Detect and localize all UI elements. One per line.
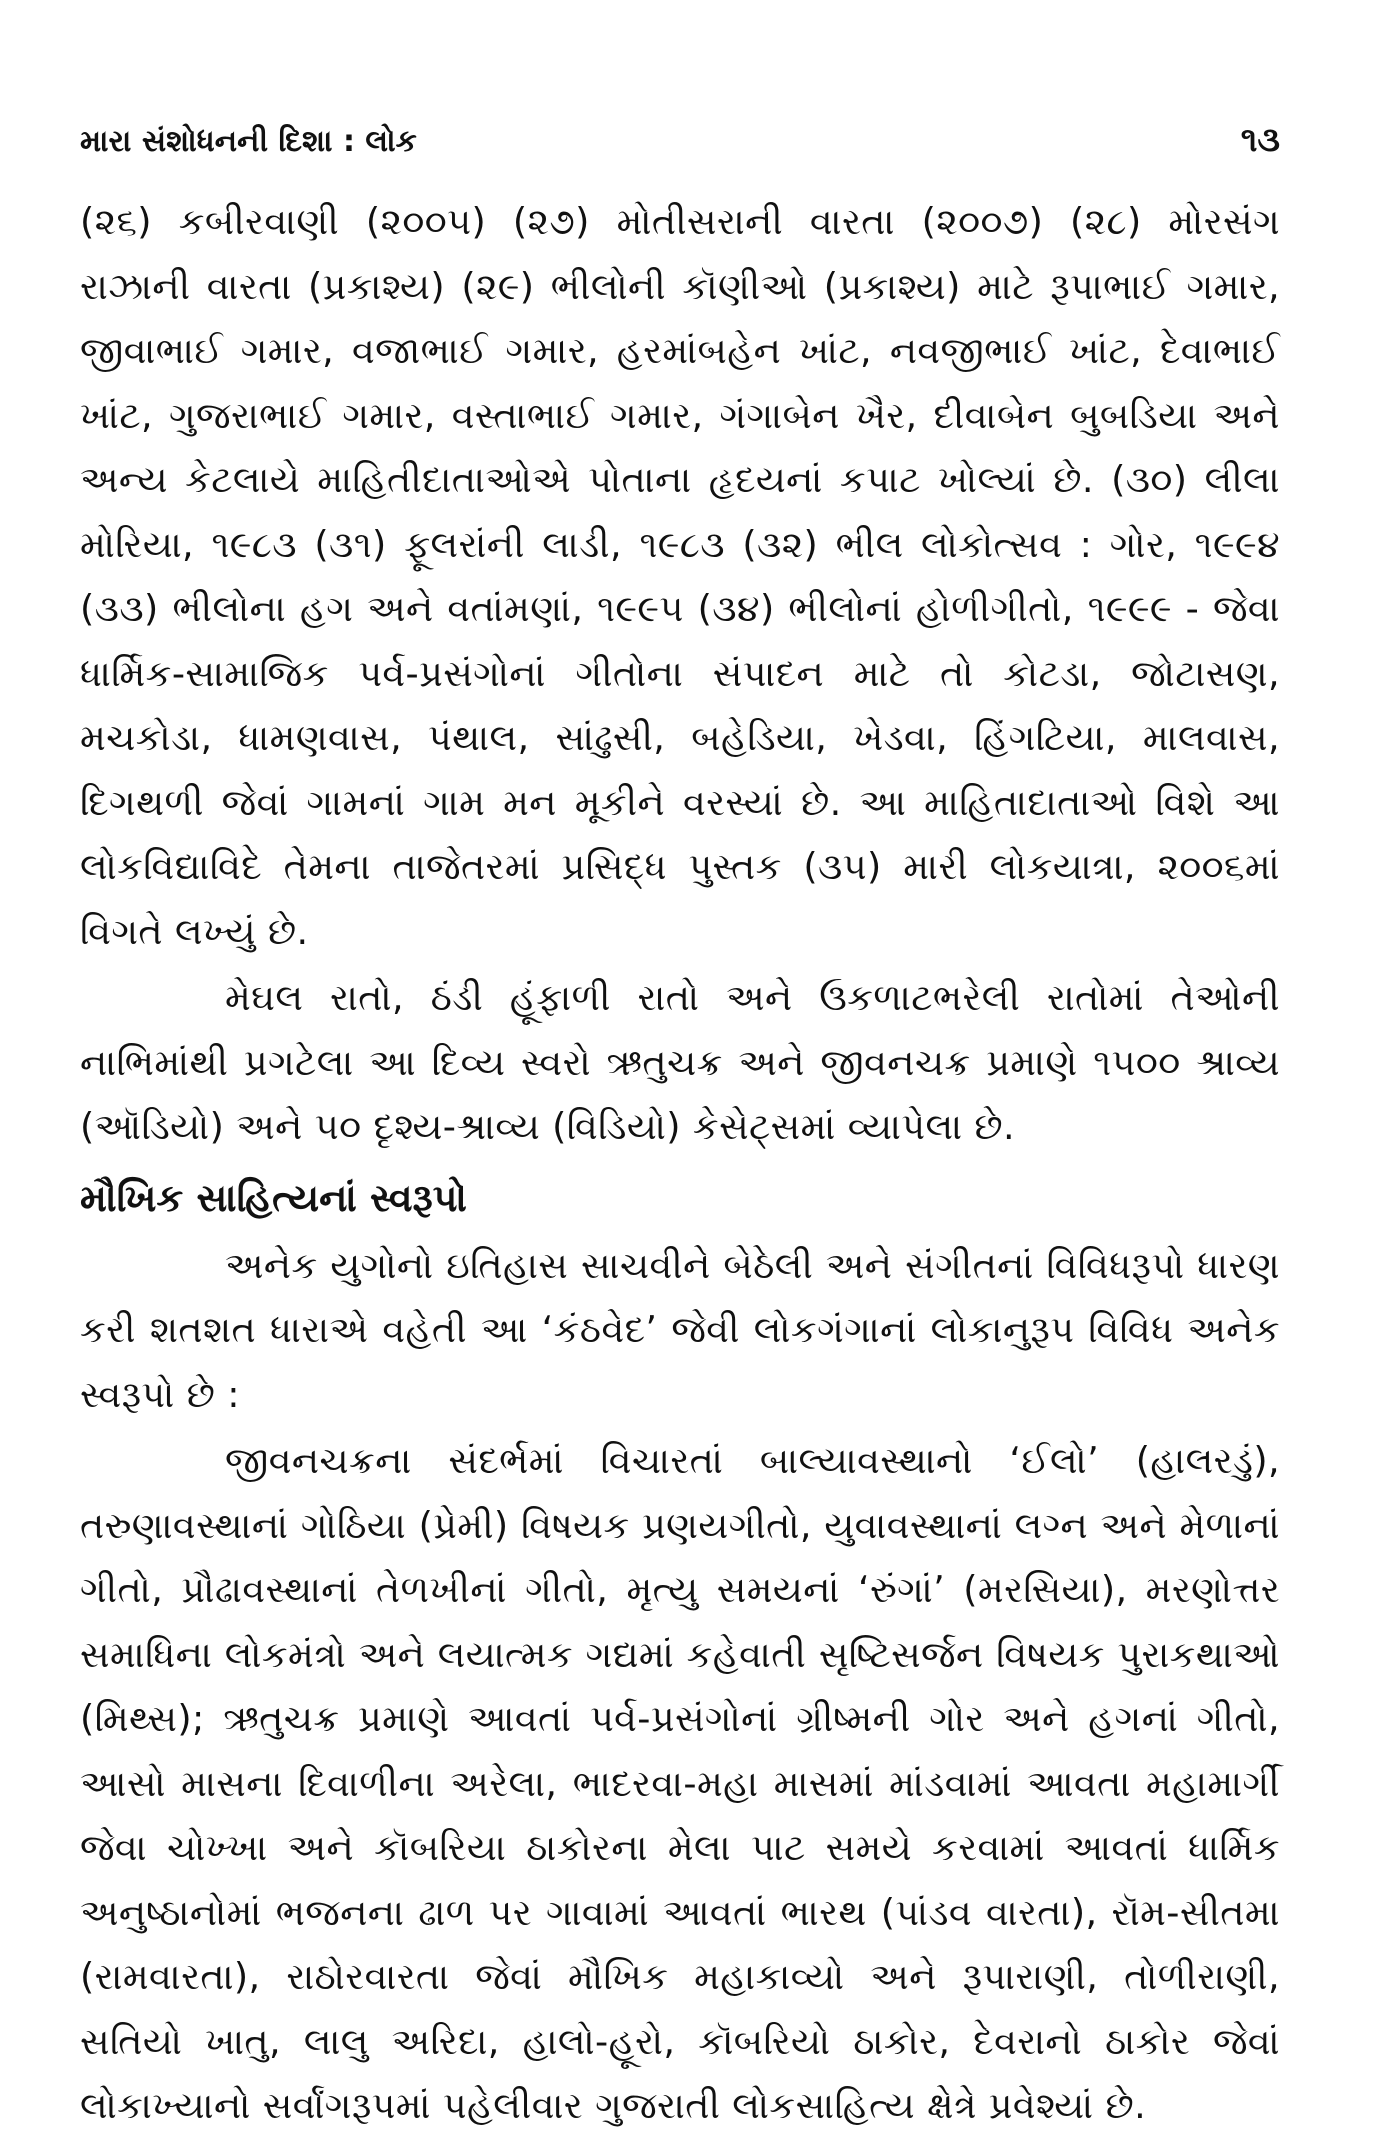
section-paragraph-2: જીવનચક્રના સંદર્ભમાં વિચારતાં બાલ્યાવસ્થાનો ‘ઈલો’ (હાલરડું), તરુણાવસ્થાનાં ગોઠિયા (પ્રેમી) વિષયક પ્રણયગીતો, યુવાવસ્થાનાં લગ્ન અને મેળાનાં ગીતો, પ્રૌઢાવસ્થાનાં તેળખીનાં ગીતો, મૃત્યુ સમયનાં ‘રુંગાં’ (મરસિયા), મરણોત્તર સમાધિના લોકમંત્રો અને લયાત્મક ગદ્યમાં કહેવાતી સૃષ્ટિસર્જન વિષયક પુરાકથાઓ (મિથ્સ); ઋતુચક્ર પ્રમાણે આવતાં પર્વ-પ્રસંગોનાં ગ્રીષ્મની ગોર અને હગનાં ગીતો, આસો માસના દિવાળીના અરેલા, ભાદરવા-મહા માસમાં માંડવામાં આવતા મહામાર્ગી જેવા ચોખ્ખા અને કૉબરિયા ઠાકોરના મેલા પાટ સમયે કરવામાં આવતાં ધાર્મિક અનુષ્ઠાનોમાં ભજનના ઢાળ પર ગાવામાં આવતાં ભારથ (પાંડવ વારતા), રૉમ-સીતમા (રામવારતા), રાઠોરવારતા જેવાં મૌખિક મહાકાવ્યો અને રૂપારાણી, તોળીરાણી, સતિયો ખાતુ, લાલુ અરિદા, હાલો-હૂરો, કૉબરિયો ઠાકોર, દેવરાનો ઠાકોર જેવાં લોકાખ્યાનો સર્વાંગરૂપમાં પહેલીવાર ગુજરાતી લોકસાહિત્ય ક્ષેત્રે પ્રવેશ્યાં છે. (80, 1439, 1280, 2127)
page-number: ૧૩ (1240, 120, 1280, 160)
body-paragraph-1: (૨૬) કબીરવાણી (૨૦૦૫) (૨૭) મોતીસરાની વારતા (૨૦૦૭) (૨૮) મોરસંગ રાઝાની વારતા (પ્રકાશ્ય) (૨૯) ભીલોની કૉણીઓ (પ્રકાશ્ય) માટે રૂપાભાઈ ગમાર, જીવાભાઈ ગમાર, વજાભાઈ ગમાર, હરમાંબહેન ખાંટ, નવજીભાઈ ખાંટ, દેવાભાઈ ખાંટ, ગુજરાભાઈ ગમાર, વસ્તાભાઈ ગમાર, ગંગાબેન ખૈર, દીવાબેન બુબડિયા અને અન્ય કેટલાયે માહિતીદાતાઓએ પોતાના હૃદયનાં કપાટ ખોલ્યાં છે. (૩૦) લીલા મોરિયા, ૧૯૮૩ (૩૧) ફૂલરાંની લાડી, ૧૯૮૩ (૩૨) ભીલ લોકોત્સવ : ગોર, ૧૯૯૪ (૩૩) ભીલોના હગ અને વતાંમણાં, ૧૯૯૫ (૩૪) ભીલોનાં હોળીગીતો, ૧૯૯૯ - જેવા ધાર્મિક-સામાજિક પર્વ-પ્રસંગોનાં ગીતોના સંપાદન માટે તો કોટડા, જોટાસણ, મચકોડા, ધામણવાસ, પંથાલ, સાંઢુસી, બહેડિયા, ખેડવા, હિંગટિયા, માલવાસ, દિગથળી જેવાં ગામનાં ગામ મન મૂકીને વરસ્યાં છે. આ માહિતાદાતાઓ વિશે આ લોકવિદ્યાવિદે તેમના તાજેતરમાં પ્રસિદ્ધ પુસ્તક (૩૫) મારી લોકયાત્રા, ૨૦૦૬માં વિગતે લખ્યું છે. (80, 200, 1280, 953)
page-header (80, 120, 1280, 190)
section-heading: મૌખિક સાહિત્યનાં સ્વરૂપો (80, 1175, 467, 1220)
running-head: મારા સંશોધનની દિશા : લોક (80, 124, 417, 159)
body-paragraph-2: મેઘલ રાતો, ઠંડી હૂંફાળી રાતો અને ઉકળાટભરેલી રાતોમાં તેઓની નાભિમાંથી પ્રગટેલા આ દિવ્ય સ્વરો ઋતુચક્ર અને જીવનચક્ર પ્રમાણે ૧૫૦૦ શ્રાવ્ય (ઑડિયો) અને ૫૦ દૃશ્ય-શ્રાવ્ય (વિડિયો) કેસેટ્સમાં વ્યાપેલા છે. (80, 976, 1280, 1148)
section-paragraph-1: અનેક યુગોનો ઇતિહાસ સાચવીને બેઠેલી અને સંગીતનાં વિવિધરૂપો ધારણ કરી શતશત ધારાએ વહેતી આ ‘કંઠવેદ’ જેવી લોકગંગાનાં લોકાનુરૂપ વિવિધ અનેક સ્વરૂપો છે : (80, 1243, 1280, 1416)
